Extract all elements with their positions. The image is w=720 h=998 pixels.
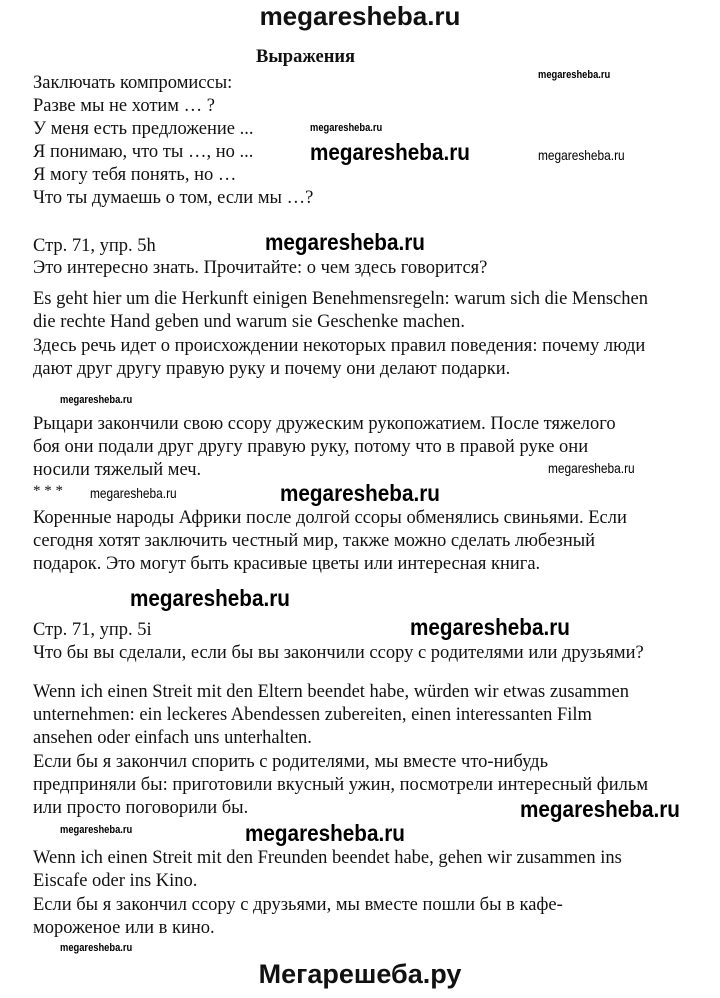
- expression: Что ты думаешь о том, если мы …?: [33, 188, 314, 208]
- russian-text: Если бы я закончил ссору с друзьями, мы вместе пошли бы в кафе-: [33, 895, 563, 915]
- german-text: ansehen oder einfach uns unterhalten.: [33, 728, 312, 748]
- german-text: Es geht hier um die Herkunft einigen Benehmensregeln: warum sich die Menschen: [33, 289, 648, 309]
- paragraph: Коренные народы Африки после долгой ссоры обменялись свиньями. Если: [33, 508, 627, 528]
- russian-text: Если бы я закончил спорить с родителями, мы вместе что-нибудь: [33, 752, 549, 772]
- watermark: megaresheba.ru: [538, 147, 625, 163]
- russian-text: или просто поговорили бы.: [33, 798, 249, 818]
- site-header: megaresheba.ru: [259, 1, 461, 31]
- watermark: megaresheba.ru: [520, 796, 680, 822]
- german-text: Eiscafe oder ins Kino.: [33, 871, 198, 891]
- russian-text: мороженое или в кино.: [33, 918, 215, 938]
- watermark: megaresheba.ru: [245, 820, 405, 846]
- watermark: megaresheba.ru: [60, 824, 133, 836]
- german-text: Wenn ich einen Streit mit den Freunden beendet habe, gehen wir zusammen ins: [33, 848, 622, 868]
- section-title: Выражения: [256, 47, 356, 67]
- exercise-ref: Стр. 71, упр. 5h: [33, 236, 156, 256]
- german-text: unternehmen: ein leckeres Abendessen zubereiten, einen interessanten Film: [33, 705, 592, 725]
- expression: Заключать компромиссы:: [33, 73, 233, 93]
- exercise-question: Это интересно знать. Прочитайте: о чем здесь говорится?: [33, 258, 488, 278]
- separator: * * *: [33, 483, 63, 499]
- watermark: megaresheba.ru: [60, 942, 133, 954]
- paragraph: боя они подали друг другу правую руку, потому что в правой руке они: [33, 437, 589, 457]
- german-text: die rechte Hand geben und warum sie Geschenke machen.: [33, 312, 466, 332]
- watermark: megaresheba.ru: [548, 460, 635, 476]
- expression: Я понимаю, что ты …, но ...: [33, 142, 254, 162]
- paragraph: носили тяжелый меч.: [33, 460, 202, 480]
- watermark: megaresheba.ru: [265, 229, 425, 255]
- watermark: megaresheba.ru: [310, 139, 470, 165]
- expression: У меня есть предложение ...: [33, 119, 254, 139]
- watermark: megaresheba.ru: [90, 485, 177, 501]
- paragraph: Рыцари закончили свою ссору дружеским рукопожатием. После тяжелого: [33, 414, 616, 434]
- russian-text: предприняли бы: приготовили вкусный ужин, посмотрели интересный фильм: [33, 775, 649, 795]
- watermark: megaresheba.ru: [310, 122, 383, 134]
- russian-text: дают друг другу правую руку и почему они делают подарки.: [33, 359, 511, 379]
- watermark: megaresheba.ru: [410, 614, 570, 640]
- expression: Разве мы не хотим … ?: [33, 96, 215, 116]
- german-text: Wenn ich einen Streit mit den Eltern beendet habe, würden wir etwas zusammen: [33, 682, 629, 702]
- exercise-ref: Стр. 71, упр. 5i: [33, 620, 152, 640]
- watermark: megaresheba.ru: [130, 585, 290, 611]
- exercise-question: Что бы вы сделали, если бы вы закончили ссору с родителями или друзьями?: [33, 643, 644, 663]
- paragraph: сегодня хотят заключить честный мир, также можно сделать любезный: [33, 531, 596, 551]
- watermark: megaresheba.ru: [280, 480, 440, 506]
- russian-text: Здесь речь идет о происхождении некоторых правил поведения: почему люди: [33, 336, 646, 356]
- watermark: megaresheba.ru: [60, 394, 133, 406]
- site-footer: Мегарешеба.ру: [258, 959, 462, 989]
- watermark: megaresheba.ru: [538, 69, 611, 81]
- expression: Я могу тебя понять, но …: [33, 165, 237, 185]
- paragraph: подарок. Это могут быть красивые цветы или интересная книга.: [33, 554, 541, 574]
